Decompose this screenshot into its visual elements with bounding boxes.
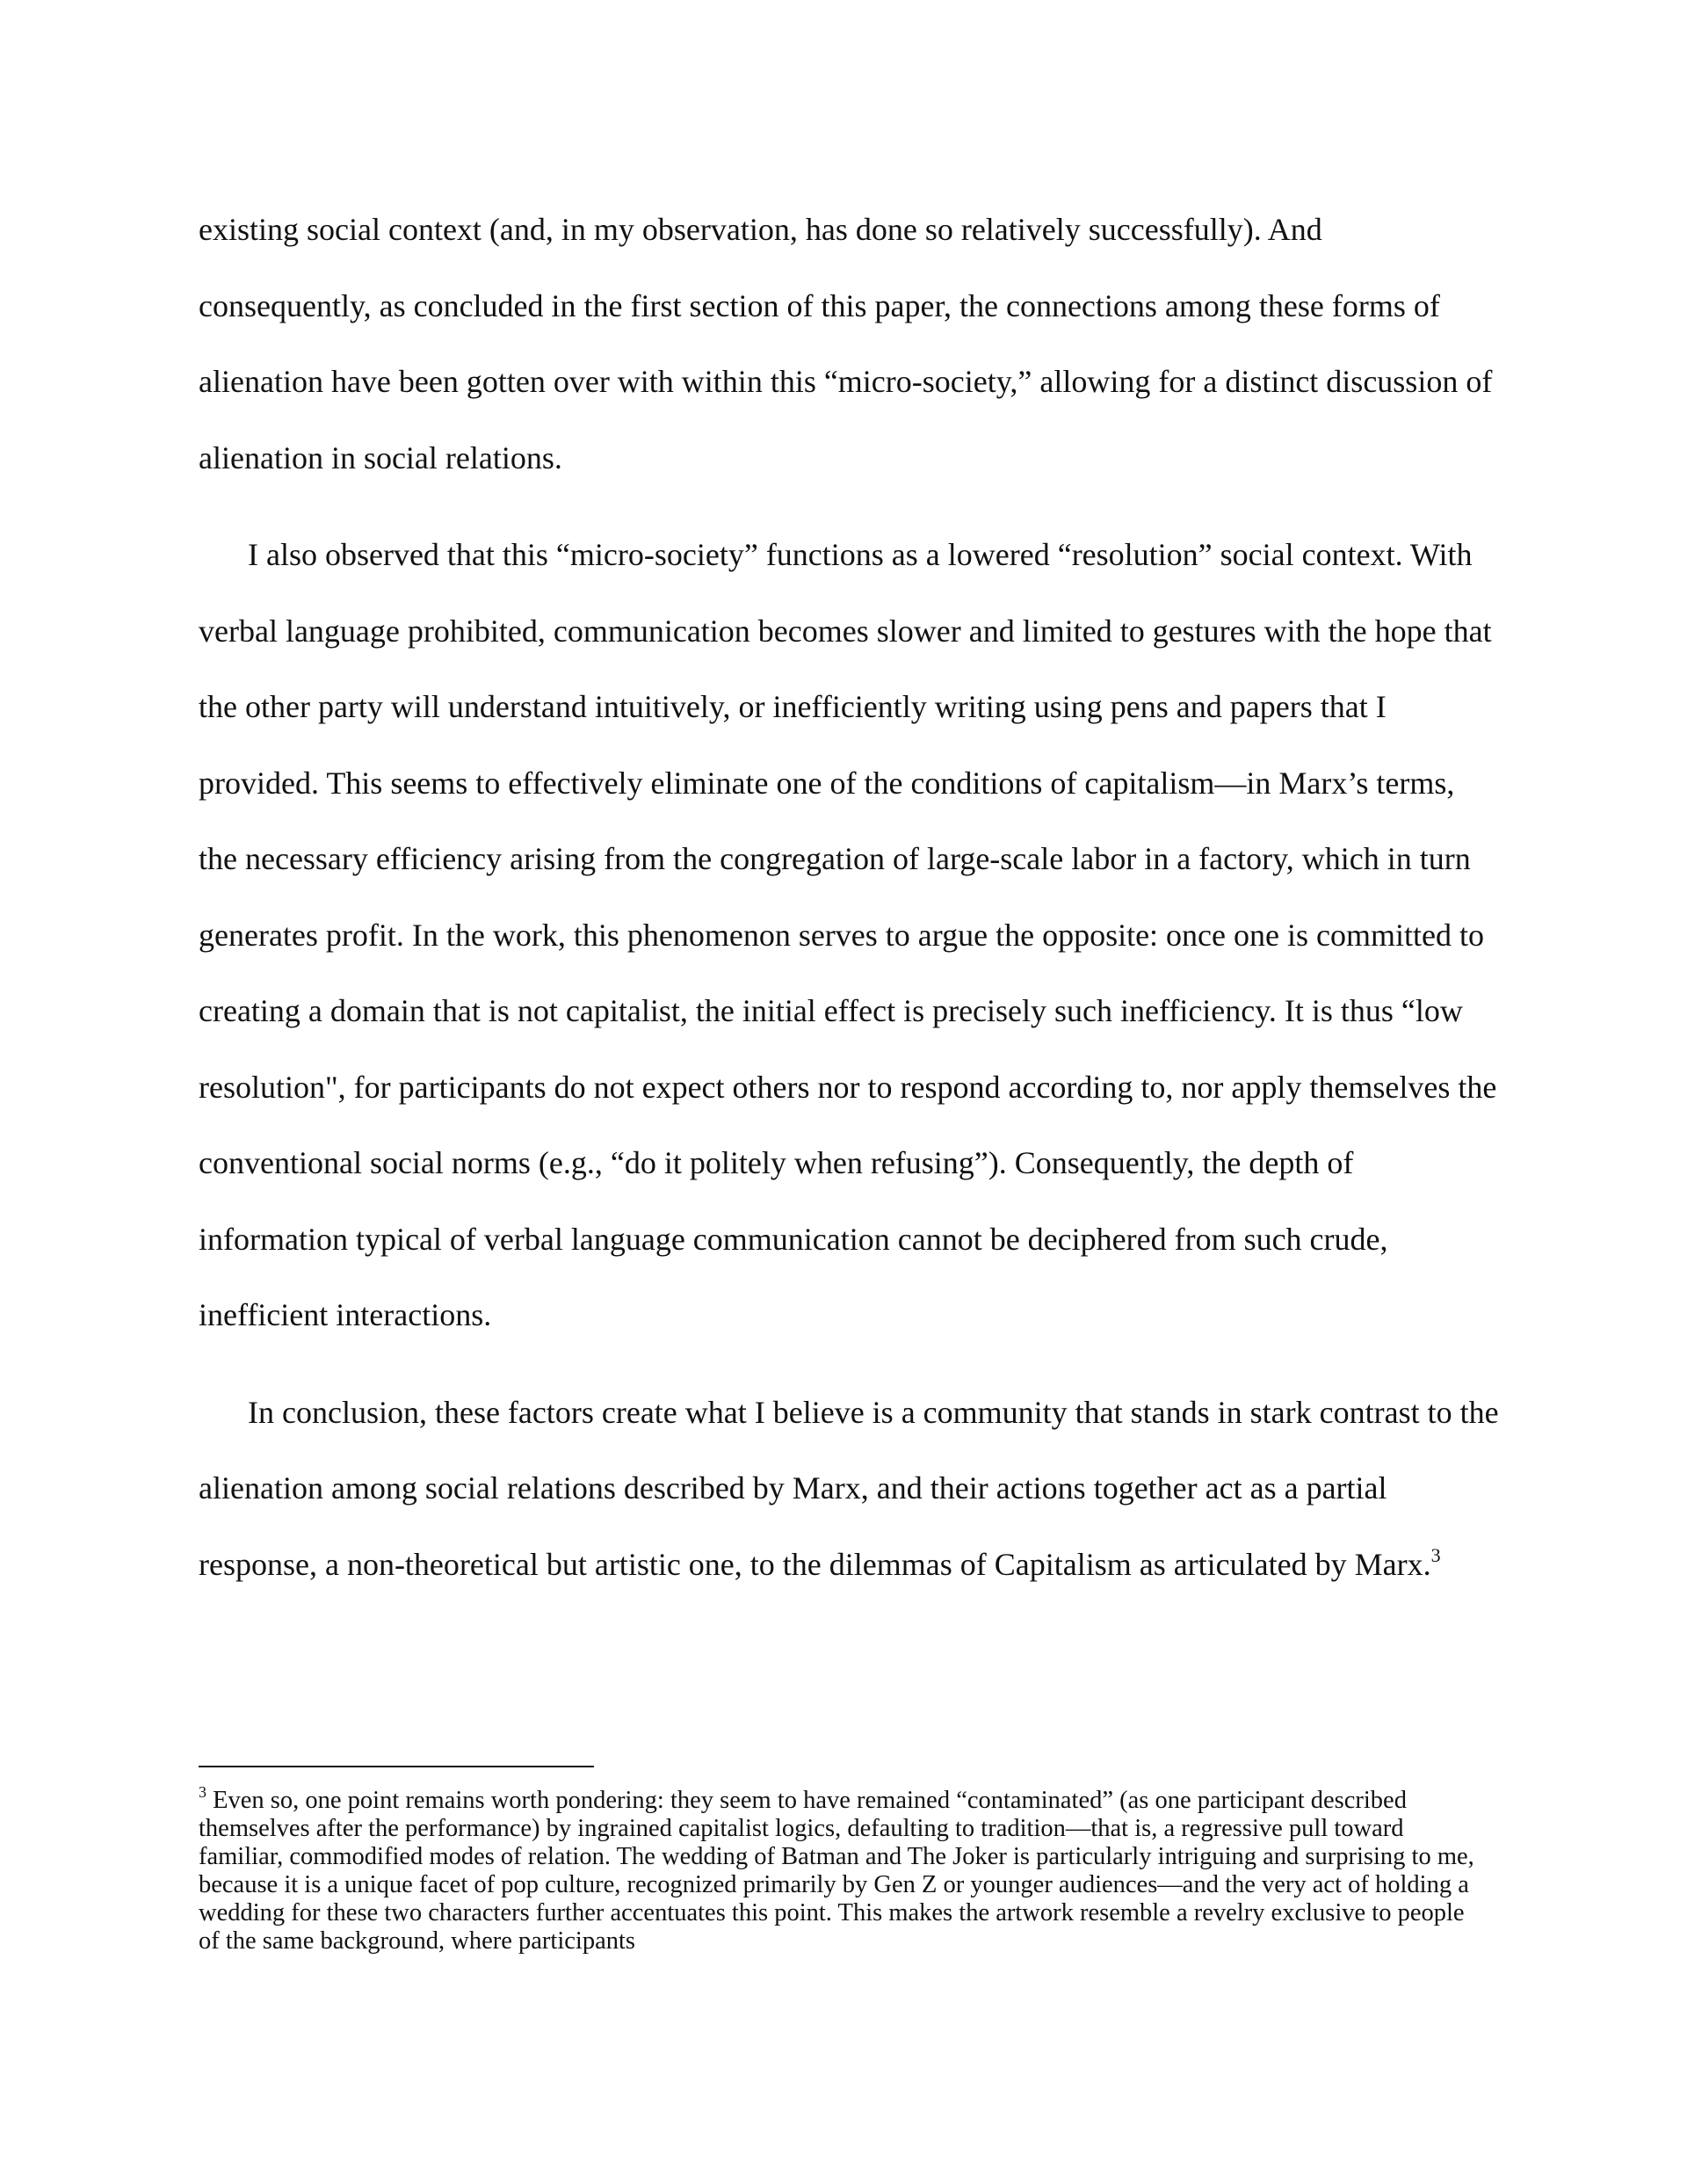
footnote-number: 3 <box>199 1782 206 1801</box>
footnote-divider <box>199 1766 594 1767</box>
footnote-paragraph <box>199 1782 1490 1955</box>
paragraph-text: I also observed that this “micro-society” functions as a lowered “resolution” social context. With verbal language prohibited, communication becomes slower and limited to gestures with the hope that the other party will understand intuitively, or inefficiently writing using pens and papers that I provided. This seems to effectively eliminate one of the conditions of capitalism—in Marx’s terms, the necessary efficiency arising from the congregation of large-scale labor in a factory, which in turn generates profit. In the work, this phenomenon serves to argue the opposite: once one is committed to creating a domain that is not capitalist, the initial effect is precisely such inefficiency. It is thus “low resolution", for participants do not expect others nor to respond according to, nor apply themselves the conventional social norms (e.g., “do it politely when refusing”). Consequently, the depth of information typical of verbal language communication cannot be deciphered from such crude, inefficient interactions. <box>199 537 1497 1332</box>
paragraph-continuation <box>199 192 1499 496</box>
paragraph-text: In conclusion, these factors create what I believe is a community that stands in stark contrast to the alienation among social relations described by Marx, and their actions together act as a partial response, a non-theoretical but artistic one, to the dilemmas of Capitalism as articulated by Marx. <box>199 1394 1499 1582</box>
paragraph-conclusion <box>199 1375 1499 1603</box>
footnote <box>199 1782 1490 1955</box>
paragraph-low-resolution <box>199 517 1499 1353</box>
paragraph-text: existing social context (and, in my observation, has done so relatively successfully). And consequently, as concluded in the first section of this paper, the connections among these forms of alienation have been gotten over with within this “micro-society,” allowing for a distinct discussion of alienation in social relations. <box>199 212 1493 475</box>
footnote-text: Even so, one point remains worth pondering: they seem to have remained “contaminated” (as one participant described themselves after the performance) by ingrained capitalist logics, defaulting to tradition—that is, a regressive pull toward familiar, commodified modes of relation. The wedding of Batman and The Joker is particularly intriguing and surprising to me, because it is a unique facet of pop culture, recognized primarily by Gen Z or younger audiences—and the very act of holding a wedding for these two characters further accentuates this point. This makes the artwork resemble a revelry exclusive to people of the same background, where participants <box>199 1787 1474 1955</box>
footnote-reference[interactable]: 3 <box>1430 1543 1441 1566</box>
body-text <box>199 192 1499 1602</box>
